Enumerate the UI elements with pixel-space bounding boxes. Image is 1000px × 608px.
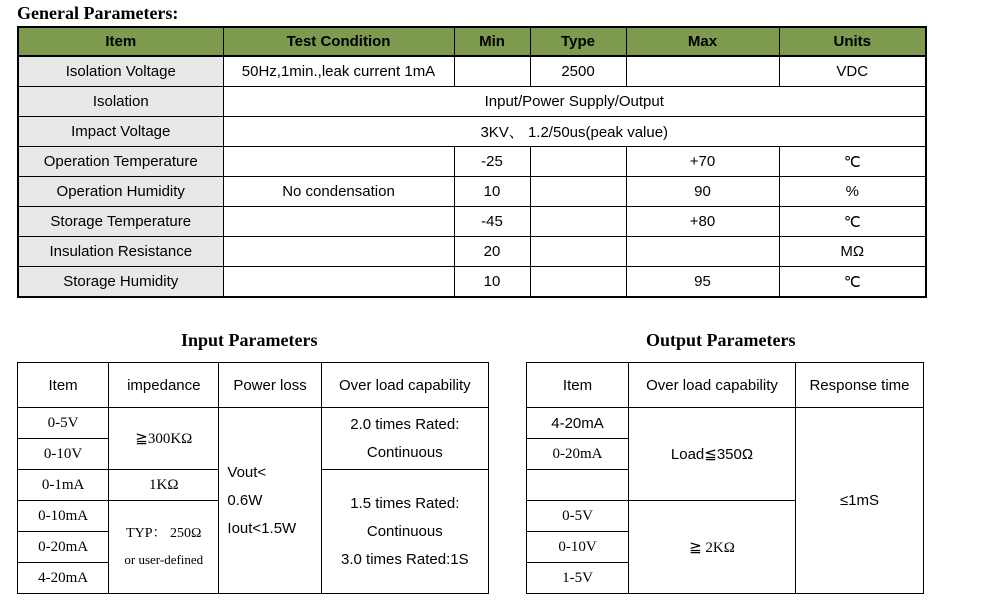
table-row	[18, 237, 926, 267]
input-overload-group-2	[321, 470, 488, 594]
cell-max: 95	[626, 267, 779, 298]
header-item: Item	[527, 363, 629, 408]
table-row	[18, 147, 926, 177]
table-row	[18, 207, 926, 237]
header-type: Type	[530, 27, 626, 56]
cell-type	[530, 207, 626, 237]
cell-condition	[223, 267, 454, 298]
input-item: 0-1mA	[18, 470, 109, 501]
header-test-condition: Test Condition	[223, 27, 454, 56]
header-over-load: Over load capability	[321, 363, 488, 408]
output-item: 0-20mA	[527, 439, 629, 470]
row-label: Impact Voltage	[18, 117, 223, 147]
cell-condition: 50Hz,1min.,leak current 1mA	[223, 56, 454, 87]
cell-units: %	[779, 177, 926, 207]
output-parameters-title: Output Parameters	[646, 330, 796, 350]
header-impedance: impedance	[109, 363, 219, 408]
input-impedance-voltage: ≧300KΩ	[109, 408, 219, 470]
table-row	[18, 117, 926, 147]
output-load-current: Load≦350Ω	[629, 408, 796, 501]
output-item: 0-10V	[527, 532, 629, 563]
cell-condition	[223, 147, 454, 177]
header-item: Item	[18, 27, 223, 56]
cell-units: ℃	[779, 267, 926, 298]
input-impedance-current	[109, 501, 219, 594]
cell-type	[530, 177, 626, 207]
table-row	[527, 408, 924, 439]
table-row	[18, 408, 489, 439]
table-row	[18, 267, 926, 298]
input-header-row	[18, 363, 489, 408]
input-parameters-title: Input Parameters	[181, 330, 318, 350]
cell-type	[530, 147, 626, 177]
table-row	[18, 56, 926, 87]
header-max: Max	[626, 27, 779, 56]
output-item: 4-20mA	[527, 408, 629, 439]
input-item: 4-20mA	[18, 563, 109, 594]
cell-merged-value: 3KV、 1.2/50us(peak value)	[223, 117, 926, 147]
overload-line: 1.5 times Rated:	[350, 494, 460, 512]
output-item: 0-5V	[527, 501, 629, 532]
output-response-time: ≤1mS	[796, 408, 924, 594]
output-header-row	[527, 363, 924, 408]
output-item: 1-5V	[527, 563, 629, 594]
cell-type	[530, 267, 626, 298]
cell-min: 10	[454, 267, 530, 298]
cell-max: +70	[626, 147, 779, 177]
header-item: Item	[18, 363, 109, 408]
cell-units: MΩ	[779, 237, 926, 267]
cell-max: +80	[626, 207, 779, 237]
table-row	[18, 87, 926, 117]
table-row	[18, 177, 926, 207]
cell-units: ℃	[779, 207, 926, 237]
header-response-time: Response time	[796, 363, 924, 408]
row-label: Isolation	[18, 87, 223, 117]
header-min: Min	[454, 27, 530, 56]
cell-type	[530, 237, 626, 267]
power-loss-line: Vout<	[227, 463, 267, 481]
cell-max	[626, 56, 779, 87]
row-label: Storage Humidity	[18, 267, 223, 298]
cell-min	[454, 56, 530, 87]
cell-max	[626, 237, 779, 267]
cell-min: 20	[454, 237, 530, 267]
cell-min: -25	[454, 147, 530, 177]
input-parameters-table	[17, 362, 489, 594]
output-load-voltage: ≧ 2KΩ	[629, 501, 796, 594]
overload-line: Continuous	[366, 522, 443, 540]
cell-min: 10	[454, 177, 530, 207]
cell-type: 2500	[530, 56, 626, 87]
cell-units: ℃	[779, 147, 926, 177]
cell-condition	[223, 237, 454, 267]
input-item: 0-20mA	[18, 532, 109, 563]
input-item: 0-10mA	[18, 501, 109, 532]
output-item	[527, 470, 629, 501]
header-over-load: Over load capability	[629, 363, 796, 408]
overload-line: Continuous	[366, 443, 443, 461]
header-power-loss: Power loss	[219, 363, 321, 408]
header-units: Units	[779, 27, 926, 56]
general-header-row	[18, 27, 926, 56]
general-parameters-title: General Parameters:	[17, 3, 179, 23]
cell-units: VDC	[779, 56, 926, 87]
output-parameters-table	[526, 362, 924, 594]
cell-condition	[223, 207, 454, 237]
overload-line: 2.0 times Rated:	[350, 415, 460, 433]
input-item: 0-5V	[18, 408, 109, 439]
row-label: Isolation Voltage	[18, 56, 223, 87]
general-parameters-table	[17, 26, 927, 298]
power-loss-line: Iout<1.5W	[227, 519, 297, 537]
input-item: 0-10V	[18, 439, 109, 470]
row-label: Insulation Resistance	[18, 237, 223, 267]
impedance-line: or user-defined	[124, 552, 204, 567]
input-power-loss	[219, 408, 321, 594]
impedance-line: TYP： 250Ω	[126, 526, 202, 541]
input-impedance-1ma: 1KΩ	[109, 470, 219, 501]
power-loss-line: 0.6W	[227, 491, 263, 509]
row-label: Operation Temperature	[18, 147, 223, 177]
cell-max: 90	[626, 177, 779, 207]
row-label: Storage Temperature	[18, 207, 223, 237]
row-label: Operation Humidity	[18, 177, 223, 207]
cell-merged-value: Input/Power Supply/Output	[223, 87, 926, 117]
overload-line: 3.0 times Rated:1S	[341, 550, 469, 568]
input-overload-group-1	[321, 408, 488, 470]
cell-condition: No condensation	[223, 177, 454, 207]
cell-min: -45	[454, 207, 530, 237]
